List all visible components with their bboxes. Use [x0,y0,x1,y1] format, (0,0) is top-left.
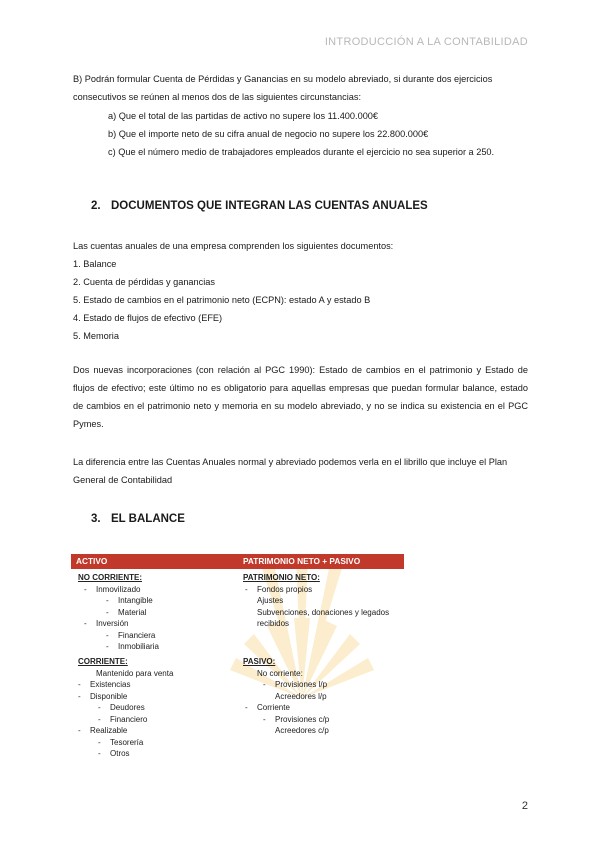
activo-header: ACTIVO [76,556,108,566]
condition-a: a) Que el total de las partidas de activo no supere los 11.400.000€ [108,111,379,121]
patrimonio-neto: PATRIMONIO NETO: - Fondos propios Ajustes Subvenciones, donaciones y legados recibidos [243,573,390,628]
section-3-heading: 3. EL BALANCE [91,513,185,525]
differences-paragraph: La diferencia entre las Cuentas Anuales normal y abreviado podemos verla en el librillo que incluye el Plan General de Contabilidad [73,457,508,485]
new-additions-paragraph: Dos nuevas incorporaciones (con relación al PGC 1990): Estado de cambios en el patrimonio y Estado de flujos de efectivo; este último no es obligatorio para aquellas empresas que puedan formular balance, estado de cambios en el patrimonio neto y memoria en su modelo abreviado, y no se indica su existencia en el PGC Pymes. [73,365,528,429]
document-item: 4. Estado de flujos de efectivo (EFE) [73,313,223,323]
running-header: INTRODUCCIÓN A LA CONTABILIDAD [324,36,528,48]
documents-intro: Las cuentas anuales de una empresa comprenden los siguientes documentos: [73,241,394,251]
activo-corriente: CORRIENTE: Mantenido para venta - Existencias - Disponible - Deudores - Financiero - Realizable - Tesorería - Otros [78,657,174,758]
document-item: 5. Memoria [73,331,119,341]
activo-no-corriente: NO CORRIENTE: - Inmovilizado - Intangible - Material - Inversión - Financiera - Inmobiliaria [78,573,159,651]
section-2-heading: 2. DOCUMENTOS QUE INTEGRAN LAS CUENTAS ANUALES [91,200,428,212]
condition-c: c) Que el número medio de trabajadores empleados durante el ejercicio no sea superior a 250. [108,147,495,157]
pn-pasivo-header: PATRIMONIO NETO + PASIVO [243,556,361,566]
pasivo: PASIVO: No corriente: - Provisiones l/p Acreedores l/p - Corriente - Provisiones c/p Acreedores c/p [243,657,330,735]
document-item: 2. Cuenta de pérdidas y ganancias [73,277,215,287]
balance-table-header [71,554,404,569]
document-item: 1. Balance [73,259,117,269]
page-number: 2 [521,800,528,812]
section-b-text: B) Podrán formular Cuenta de Pérdidas y Ganancias en su modelo abreviado, si durante dos ejercicios consecutivos se reúnen al menos dos de las siguientes circunstancias: [73,74,493,102]
document-item: 5. Estado de cambios en el patrimonio neto (ECPN): estado A y estado B [73,295,371,305]
condition-b: b) Que el importe neto de su cifra anual de negocio no supere los 22.800.000€ [108,129,429,139]
